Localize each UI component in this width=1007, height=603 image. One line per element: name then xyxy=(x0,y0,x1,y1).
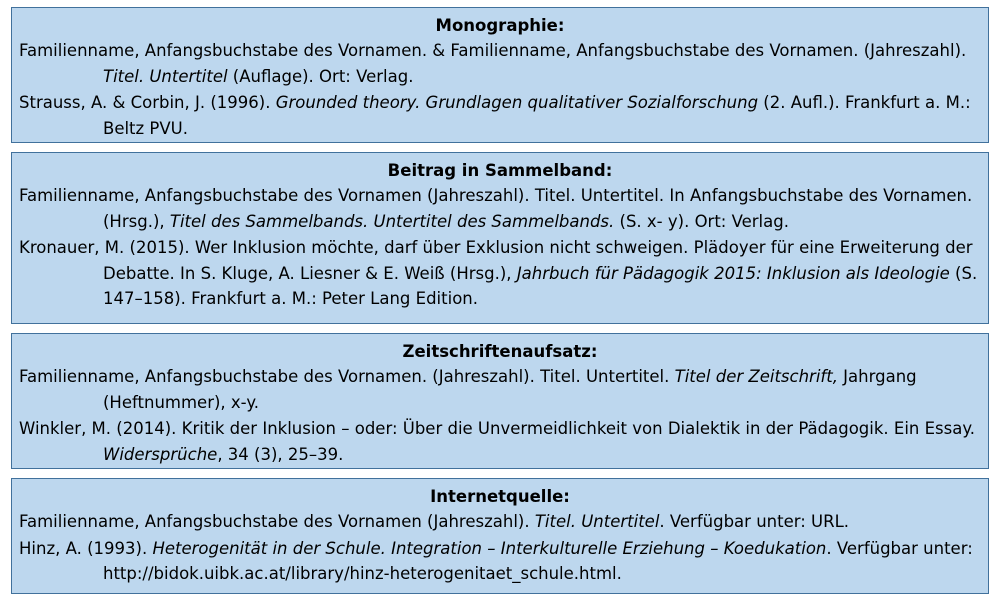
citation-example xyxy=(19,416,982,467)
section-title: Zeitschriftenaufsatz: xyxy=(402,342,598,361)
citation-template xyxy=(19,509,982,535)
example-italic: Grounded theory. Grundlagen qualitativer Sozialforschung xyxy=(275,93,759,112)
citation-template xyxy=(19,183,982,234)
template-text: (S. x- y). Ort: Verlag. xyxy=(614,211,789,231)
template-text: . Verfügbar unter: URL. xyxy=(659,512,850,531)
template-text: Jahrgang (Heftnummer), x-y. xyxy=(103,367,917,412)
template-text: Familienname, Anfangsbuchstabe des Vornamen (Jahreszahl). xyxy=(19,512,535,531)
example-text: (S. 147–158). Frankfurt a. M.: Peter Lang Edition. xyxy=(103,263,978,308)
citation-template xyxy=(19,38,982,89)
template-text: Familienname, Anfangsbuchstabe des Vornamen. & Familienname, Anfangsbuchstabe des Vornamen. (Jahreszahl). xyxy=(19,41,967,60)
template-italic: Titel des Sammelbands. Untertitel des Sammelbands. xyxy=(169,211,615,231)
citation-example xyxy=(19,235,982,312)
section-internetquelle xyxy=(11,478,989,594)
template-italic: Titel. Untertitel xyxy=(534,512,660,531)
section-title: Internetquelle: xyxy=(430,487,570,506)
template-italic: Titel der Zeitschrift, xyxy=(674,367,838,386)
template-italic: Titel. Untertitel xyxy=(103,66,228,86)
section-monographie xyxy=(11,7,989,143)
example-text: Kronauer, M. (2015). Wer Inklusion möchte, darf über Exklusion nicht schweigen. Plädoyer für eine Erweiterung der Debatte. In S. Kluge, A. Liesner & E. Weiß (Hrsg.), xyxy=(19,238,973,283)
template-text: (Auflage). Ort: Verlag. xyxy=(227,66,414,86)
citation-example xyxy=(19,90,982,141)
citation-template xyxy=(19,364,982,415)
section-sammelband xyxy=(11,152,989,324)
example-text: (2. Aufl.). Frankfurt a. M.: Beltz PVU. xyxy=(103,93,971,138)
example-text: . Verfügbar unter: http://bidok.uibk.ac.at/library/hinz-heterogenitaet_schule.html. xyxy=(103,538,973,583)
example-text: Strauss, A. & Corbin, J. (1996). xyxy=(19,93,276,112)
citation-example xyxy=(19,536,982,587)
template-text: Familienname, Anfangsbuchstabe des Vornamen (Jahreszahl). Titel. Untertitel. In Anfangsbuchstabe des Vornamen. (Hrsg.), xyxy=(19,186,973,231)
example-italic: Widersprüche xyxy=(103,444,218,464)
example-text: Hinz, A. (1993). xyxy=(19,538,153,558)
example-text: Winkler, M. (2014). Kritik der Inklusion – oder: Über die Unvermeidlichkeit von Dialektik in der Pädagogik. Ein Essay. xyxy=(19,419,975,438)
template-text: Familienname, Anfangsbuchstabe des Vornamen. (Jahreszahl). Titel. Untertitel. xyxy=(19,367,675,386)
section-title: Beitrag in Sammelband: xyxy=(387,161,613,180)
example-italic: Jahrbuch für Pädagogik 2015: Inklusion als Ideologie xyxy=(516,263,950,283)
example-italic: Heterogenität in der Schule. Integration – Interkulturelle Erziehung – Koedukation xyxy=(152,538,827,558)
example-text: , 34 (3), 25–39. xyxy=(217,444,344,464)
section-zeitschriftenaufsatz xyxy=(11,333,989,469)
section-title: Monographie: xyxy=(435,16,565,35)
